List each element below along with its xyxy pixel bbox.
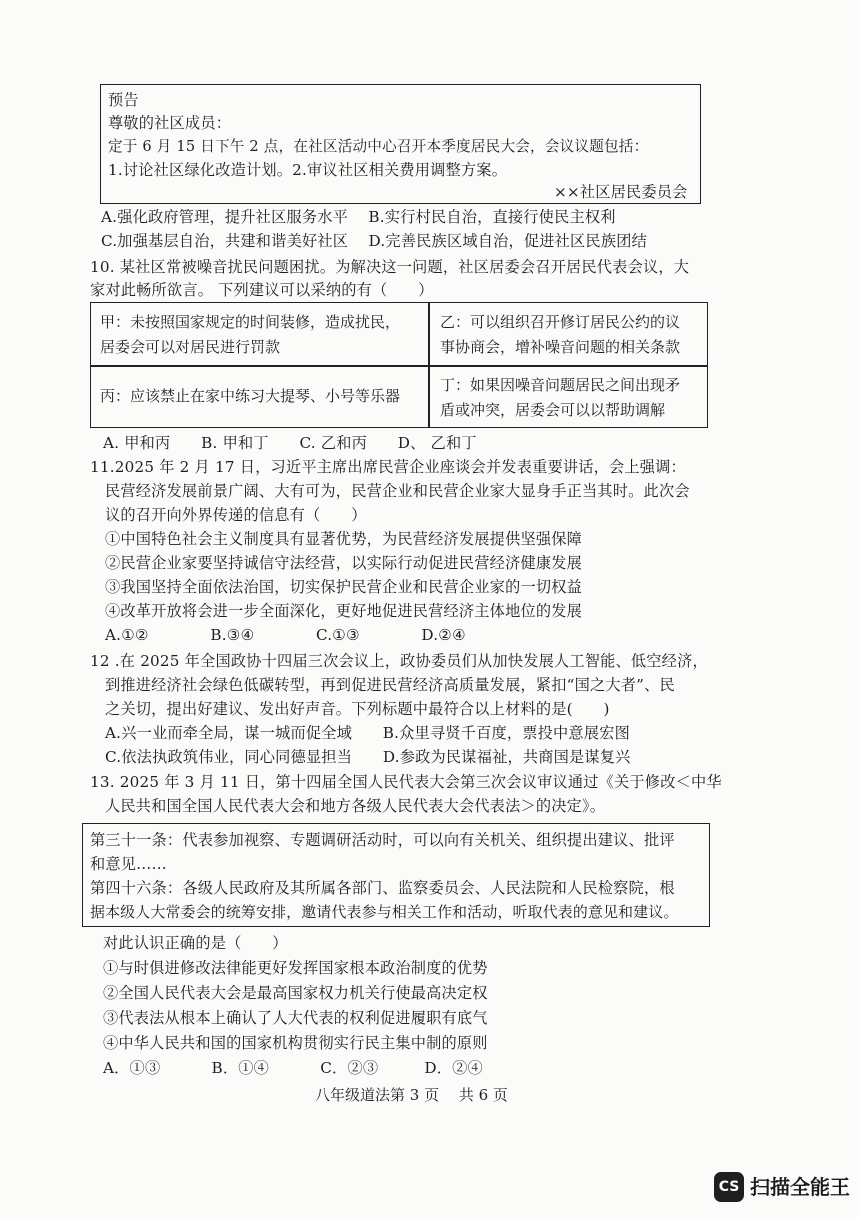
q13-box-line3: 第四十六条：各级人民政府及其所属各部门、监察委员会、人民法院和人民检察院，根 <box>90 879 675 897</box>
q12-stem-line1: 12 .在 2025 年全国政协十四届三次会议上，政协委员们从加快发展人工智能、低空经济， <box>90 652 708 670</box>
q9-options-row2: C.加强基层自治，共建和谐美好社区 D.完善民族区域自治，促进社区民族团结 <box>101 232 647 250</box>
q10-ding-line2: 盾或冲突，居委会可以以帮助调解 <box>440 401 666 419</box>
q13-statement-1: ①与时俱进修改法律能更好发挥国家根本政治制度的优势 <box>103 959 488 977</box>
q13-statement-3: ③代表法从根本上确认了人大代表的权利促进履职有底气 <box>103 1009 488 1027</box>
camscanner-logo-icon: CS <box>714 1172 744 1202</box>
q10-jia-line1: 甲：未按照国家规定的时间装修，造成扰民， <box>100 313 401 331</box>
q13-stem-line2: 人民共和国全国人民代表大会和地方各级人民代表大会代表法＞的决定》。 <box>105 797 606 815</box>
q13-question: 对此认识正确的是（ ） <box>103 934 288 952</box>
q11-stem-line3: 议的召开向外界传递的信息有（ ） <box>105 506 367 524</box>
notice-body-line2: 1.讨论社区绿化改造计划。2.审议社区相关费用调整方案。 <box>108 161 508 179</box>
q12-options-row1: A.兴一业而牵全局，谋一城而促全域 B.众里寻贤千百度，票投中意展宏图 <box>105 724 630 742</box>
q10-yi-line2: 事协商会，增补噪音问题的相关条款 <box>440 338 681 356</box>
q13-statement-2: ②全国人民代表大会是最高国家权力机关行使最高决定权 <box>103 984 488 1002</box>
q11-statement-3: ③我国坚持全面依法治国，切实保护民营企业和民营企业家的一切权益 <box>105 578 583 596</box>
q12-stem-line3: 之关切，提出好建议、发出好声音。下列标题中最符合以上材料的是( ) <box>105 700 610 718</box>
q10-yi-line1: 乙：可以组织召开修订居民公约的议 <box>440 313 681 331</box>
q13-options: A．①③ B．①④ C．②③ D．②④ <box>103 1059 483 1077</box>
q10-cell-ding <box>432 367 706 428</box>
q11-options: A.①② B.③④ C.①③ D.②④ <box>105 626 466 644</box>
q11-statement-2: ②民营企业家要坚持诚信守法经营，以实际行动促进民营经济健康发展 <box>105 554 583 572</box>
q10-ding-line1: 丁：如果因噪音问题居民之间出现矛 <box>440 376 681 394</box>
q13-statement-4: ④中华人民共和国的国家机构贯彻实行民主集中制的原则 <box>103 1034 488 1052</box>
q10-cell-bing <box>92 367 428 428</box>
q12-stem-line2: 到推进经济社会绿色低碳转型，再到促进民营经济高质量发展，紧扣“国之大者”、民 <box>105 676 675 694</box>
q13-box-line4: 据本级人大常委会的统筹安排，邀请代表参与相关工作和活动，听取代表的意见和建议。 <box>90 903 679 921</box>
q10-stem-line2: 家对此畅所欲言。 下列建议可以采纳的有（ ） <box>90 281 434 299</box>
q11-statement-4: ④改革开放将会进一步全面深化，更好地促进民营经济主体地位的发展 <box>105 602 583 620</box>
q9-options-row1: A.强化政府管理，提升社区服务水平 B.实行村民自治，直接行使民主权利 <box>101 208 616 226</box>
q10-options: A. 甲和丙 B. 甲和丁 C. 乙和丙 D、 乙和丁 <box>103 434 477 452</box>
notice-body-line1: 定于 6 月 15 日下午 2 点，在社区活动中心召开本季度居民大会，会议议题包括： <box>108 138 649 155</box>
q11-stem-line1: 11.2025 年 2 月 17 日，习近平主席出席民营企业座谈会并发表重要讲话，会上强调： <box>90 458 686 476</box>
q10-jia-line2: 居委会可以对居民进行罚款 <box>100 338 281 356</box>
q13-box-line1: 第三十一条：代表参加视察、专题调研活动时，可以向有关机关、组织提出建议、批评 <box>90 831 675 849</box>
q13-box-line2: 和意见…… <box>90 855 167 873</box>
q12-options-row2: C.依法执政筑伟业，同心同德显担当 D.参政为民谋福祉，共商国是谋复兴 <box>105 748 631 766</box>
q10-cell-jia <box>92 304 428 365</box>
page-footer: 八年级道法第 3 页 共 6 页 <box>315 1086 508 1104</box>
q11-statement-1: ①中国特色社会主义制度具有显著优势，为民营经济发展提供坚强保障 <box>105 530 583 548</box>
q10-stem-line1: 10. 某社区常被噪音扰民问题困扰。为解决这一问题，社区居委会召开居民代表会议，大 <box>90 258 690 276</box>
notice-greeting: 尊敬的社区成员： <box>108 114 232 132</box>
q10-cell-yi <box>432 304 706 365</box>
q13-stem-line1: 13. 2025 年 3 月 11 日，第十四届全国人民代表大会第三次会议审议通过《关于修改＜中华 <box>90 773 722 791</box>
notice-signature: ××社区居民委员会 <box>554 183 688 201</box>
q10-bing-text: 丙：应该禁止在家中练习大提琴、小号等乐器 <box>100 387 401 405</box>
q11-stem-line2: 民营经济发展前景广阔、大有可为，民营企业和民营企业家大显身手正当其时。此次会 <box>105 482 690 500</box>
camscanner-brand-text: 扫描全能王 <box>750 1175 850 1199</box>
notice-title: 预告 <box>108 91 139 109</box>
